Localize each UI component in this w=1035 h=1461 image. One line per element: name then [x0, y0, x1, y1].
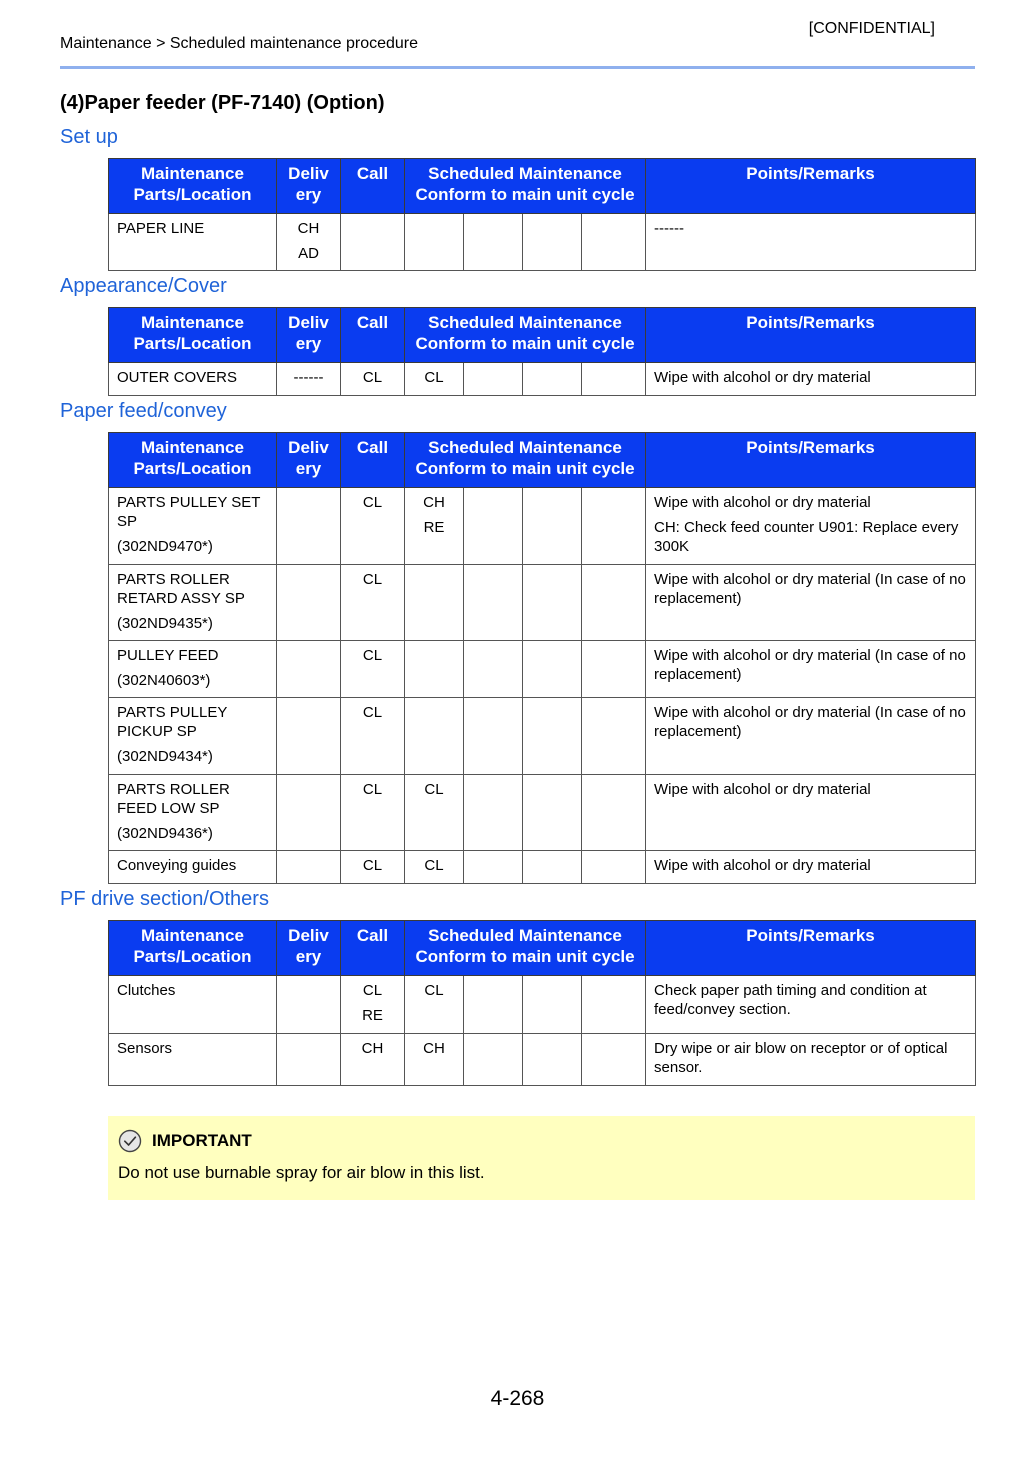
col-remarks-header: Points/Remarks — [646, 159, 976, 214]
sched-cell — [405, 641, 464, 698]
table-row — [109, 488, 976, 565]
parts-cell: Sensors — [109, 1034, 277, 1086]
call-cell: CL RE — [341, 976, 405, 1034]
delivery-cell — [277, 976, 341, 1034]
check-circle-icon — [118, 1129, 142, 1153]
col-parts-header: Maintenance Parts/Location — [109, 159, 277, 214]
sched-cell — [464, 976, 523, 1034]
sched-cell — [405, 565, 464, 641]
parts-cell: PULLEY FEED (302N40603*) — [109, 641, 277, 698]
col-delivery-header: Deliv ery — [277, 159, 341, 214]
important-label: IMPORTANT — [152, 1131, 252, 1150]
sched-cell: CH — [405, 1034, 464, 1086]
col-remarks-header: Points/Remarks — [646, 921, 976, 976]
call-cell: CL — [341, 775, 405, 851]
col-scheduled-header: Scheduled Maintenance Conform to main unit cycle — [405, 308, 646, 363]
breadcrumb: Maintenance > Scheduled maintenance procedure — [60, 35, 419, 52]
col-parts-header: Maintenance Parts/Location — [109, 308, 277, 363]
sched-cell — [582, 775, 646, 851]
col-parts-header: Maintenance Parts/Location — [109, 433, 277, 488]
col-call-header: Call — [341, 921, 405, 976]
sched-cell — [523, 641, 582, 698]
col-parts-header: Maintenance Parts/Location — [109, 921, 277, 976]
remarks-cell: Wipe with alcohol or dry material (In case of no replacement) — [646, 641, 976, 698]
table-row — [109, 214, 976, 271]
table-row — [109, 698, 976, 775]
delivery-cell — [277, 565, 341, 641]
remarks-cell: Wipe with alcohol or dry material (In case of no replacement) — [646, 698, 976, 775]
sched-cell — [464, 775, 523, 851]
call-cell: CL — [341, 363, 405, 396]
sched-cell — [582, 851, 646, 884]
sched-cell: CL — [405, 851, 464, 884]
remarks-cell: Wipe with alcohol or dry material CH: Check feed counter U901: Replace every 300K — [646, 488, 976, 565]
sched-cell — [582, 641, 646, 698]
delivery-cell — [277, 641, 341, 698]
call-cell — [341, 214, 405, 271]
parts-cell: PARTS PULLEY SET SP (302ND9470*) — [109, 488, 277, 565]
sched-cell — [464, 488, 523, 565]
section-heading-drive: PF drive section/Others — [60, 888, 269, 910]
call-cell: CL — [341, 565, 405, 641]
table-header-row — [109, 308, 976, 363]
sched-cell — [464, 698, 523, 775]
col-delivery-header: Deliv ery — [277, 433, 341, 488]
sched-cell: CL — [405, 363, 464, 396]
parts-cell: PAPER LINE — [109, 214, 277, 271]
col-scheduled-header: Scheduled Maintenance Conform to main unit cycle — [405, 433, 646, 488]
table-row — [109, 775, 976, 851]
sched-cell — [405, 214, 464, 271]
sched-cell — [464, 565, 523, 641]
sched-cell — [582, 565, 646, 641]
header-divider — [60, 66, 975, 69]
section-heading-setup: Set up — [60, 126, 118, 148]
sched-cell — [464, 641, 523, 698]
sched-cell — [523, 1034, 582, 1086]
col-call-header: Call — [341, 159, 405, 214]
col-delivery-header: Deliv ery — [277, 921, 341, 976]
sched-cell — [582, 363, 646, 396]
parts-cell: PARTS ROLLER FEED LOW SP (302ND9436*) — [109, 775, 277, 851]
remarks-cell: ------ — [646, 214, 976, 271]
remarks-cell: Wipe with alcohol or dry material — [646, 851, 976, 884]
remarks-cell: Check paper path timing and condition at feed/convey section. — [646, 976, 976, 1034]
remarks-cell: Wipe with alcohol or dry material (In case of no replacement) — [646, 565, 976, 641]
col-remarks-header: Points/Remarks — [646, 433, 976, 488]
parts-cell: Clutches — [109, 976, 277, 1034]
col-call-header: Call — [341, 308, 405, 363]
call-cell: CL — [341, 851, 405, 884]
table-header-row — [109, 921, 976, 976]
important-text: Do not use burnable spray for air blow in this list. — [118, 1163, 485, 1182]
table-row — [109, 641, 976, 698]
table-row — [109, 1034, 976, 1086]
feed-table — [108, 432, 976, 884]
page-number: 4-268 — [490, 1387, 545, 1410]
remarks-cell: Wipe with alcohol or dry material — [646, 363, 976, 396]
parts-cell: PARTS PULLEY PICKUP SP (302ND9434*) — [109, 698, 277, 775]
col-call-header: Call — [341, 433, 405, 488]
setup-table — [108, 158, 976, 271]
sched-cell: CL — [405, 976, 464, 1034]
delivery-cell — [277, 851, 341, 884]
col-scheduled-header: Scheduled Maintenance Conform to main unit cycle — [405, 159, 646, 214]
appearance-table — [108, 307, 976, 396]
table-header-row — [109, 159, 976, 214]
sched-cell — [464, 363, 523, 396]
parts-cell: OUTER COVERS — [109, 363, 277, 396]
table-row — [109, 851, 976, 884]
col-scheduled-header: Scheduled Maintenance Conform to main unit cycle — [405, 921, 646, 976]
delivery-cell — [277, 1034, 341, 1086]
sched-cell: CH RE — [405, 488, 464, 565]
parts-cell: Conveying guides — [109, 851, 277, 884]
table-row — [109, 565, 976, 641]
delivery-cell — [277, 775, 341, 851]
sched-cell — [582, 488, 646, 565]
sched-cell — [582, 976, 646, 1034]
sched-cell — [405, 698, 464, 775]
delivery-cell: CH AD — [277, 214, 341, 271]
table-row — [109, 976, 976, 1034]
sched-cell — [582, 214, 646, 271]
sched-cell — [523, 851, 582, 884]
parts-cell: PARTS ROLLER RETARD ASSY SP (302ND9435*) — [109, 565, 277, 641]
page-title: (4)Paper feeder (PF-7140) (Option) — [60, 92, 385, 114]
section-heading-appearance: Appearance/Cover — [60, 275, 227, 297]
call-cell: CH — [341, 1034, 405, 1086]
sched-cell — [582, 698, 646, 775]
remarks-cell: Dry wipe or air blow on receptor or of optical sensor. — [646, 1034, 976, 1086]
table-header-row — [109, 433, 976, 488]
sched-cell — [523, 214, 582, 271]
section-heading-feed: Paper feed/convey — [60, 400, 227, 422]
sched-cell — [523, 363, 582, 396]
sched-cell — [464, 1034, 523, 1086]
important-note — [108, 1116, 975, 1200]
sched-cell — [464, 214, 523, 271]
delivery-cell — [277, 698, 341, 775]
call-cell: CL — [341, 641, 405, 698]
call-cell: CL — [341, 698, 405, 775]
sched-cell — [523, 976, 582, 1034]
sched-cell — [523, 698, 582, 775]
table-row — [109, 363, 976, 396]
col-remarks-header: Points/Remarks — [646, 308, 976, 363]
remarks-cell: Wipe with alcohol or dry material — [646, 775, 976, 851]
col-delivery-header: Deliv ery — [277, 308, 341, 363]
sched-cell: CL — [405, 775, 464, 851]
sched-cell — [523, 565, 582, 641]
delivery-cell: ------ — [277, 363, 341, 396]
sched-cell — [464, 851, 523, 884]
sched-cell — [523, 775, 582, 851]
sched-cell — [582, 1034, 646, 1086]
drive-table — [108, 920, 976, 1086]
confidential-label: [CONFIDENTIAL] — [808, 20, 935, 37]
call-cell: CL — [341, 488, 405, 565]
delivery-cell — [277, 488, 341, 565]
sched-cell — [523, 488, 582, 565]
